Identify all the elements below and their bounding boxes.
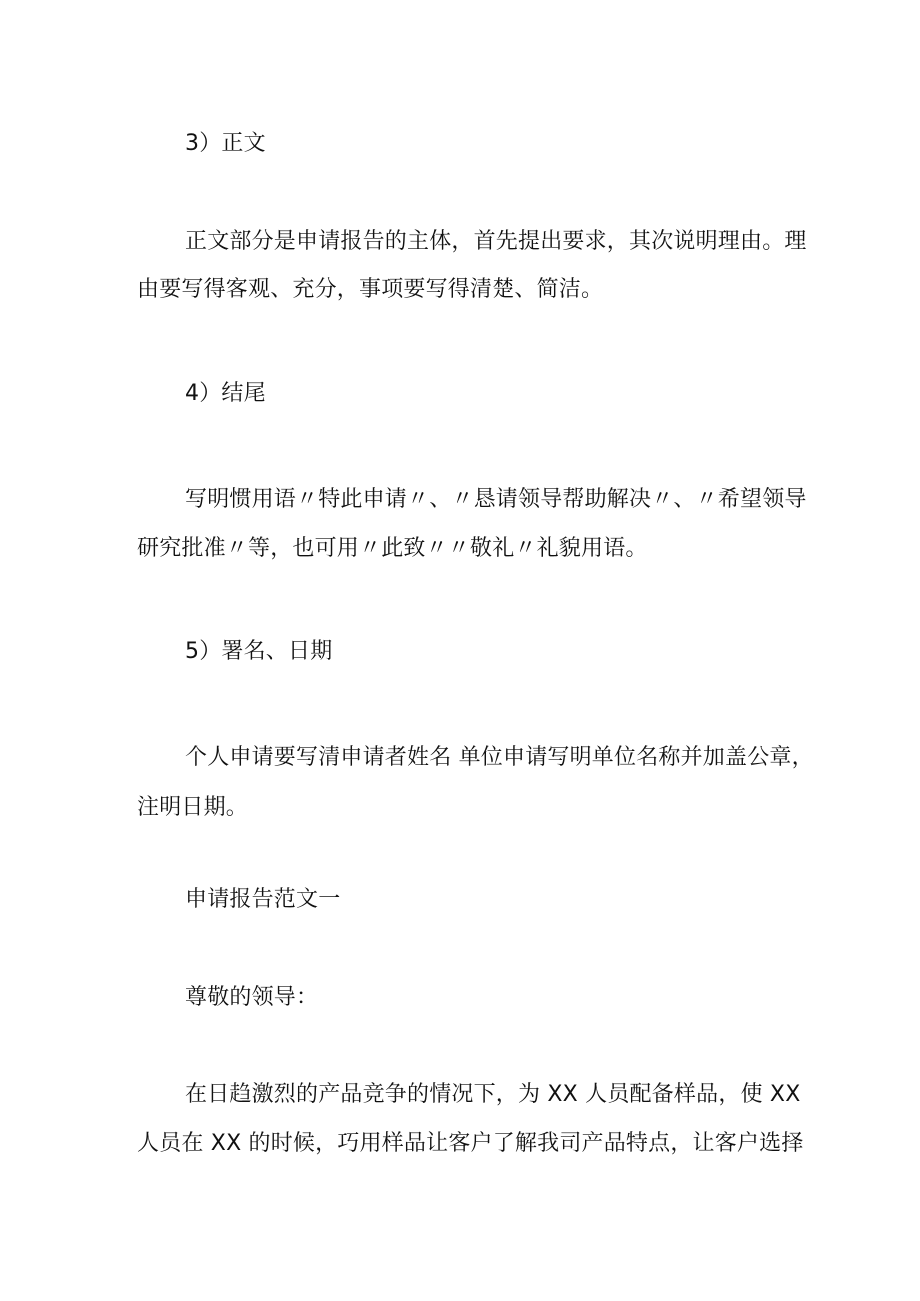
paragraph-ending-line-1: 写明惯用语〃特此申请〃、〃恳请领导帮助解决〃、〃希望领导 (185, 487, 807, 512)
heading-signature-date: 5）署名、日期 (185, 639, 333, 664)
paragraph-signature-line-1: 个人申请要写清申请者姓名 单位申请写明单位名称并加盖公章， (185, 745, 814, 770)
heading-ending: 4）结尾 (185, 381, 266, 406)
paragraph-signature-line-2: 注明日期。 (137, 795, 249, 820)
sample-title: 申请报告范文一 (185, 887, 341, 912)
paragraph-main-text-line-2: 由要写得客观、充分，事项要写得清楚、简洁。 (137, 277, 604, 302)
salutation: 尊敬的领导： (185, 985, 319, 1010)
heading-main-text: 3）正文 (185, 131, 266, 156)
paragraph-ending-line-2: 研究批准〃等，也可用〃此致〃〃敬礼〃礼貌用语。 (137, 536, 648, 561)
sample-body-line-1: 在日趋激烈的产品竞争的情况下，为 XX 人员配备样品，使 XX (185, 1082, 801, 1107)
sample-body-line-2: 人员在 XX 的时候，巧用样品让客户了解我司产品特点，让客户选择 (137, 1131, 804, 1156)
paragraph-main-text-line-1: 正文部分是申请报告的主体，首先提出要求，其次说明理由。理 (185, 229, 807, 254)
